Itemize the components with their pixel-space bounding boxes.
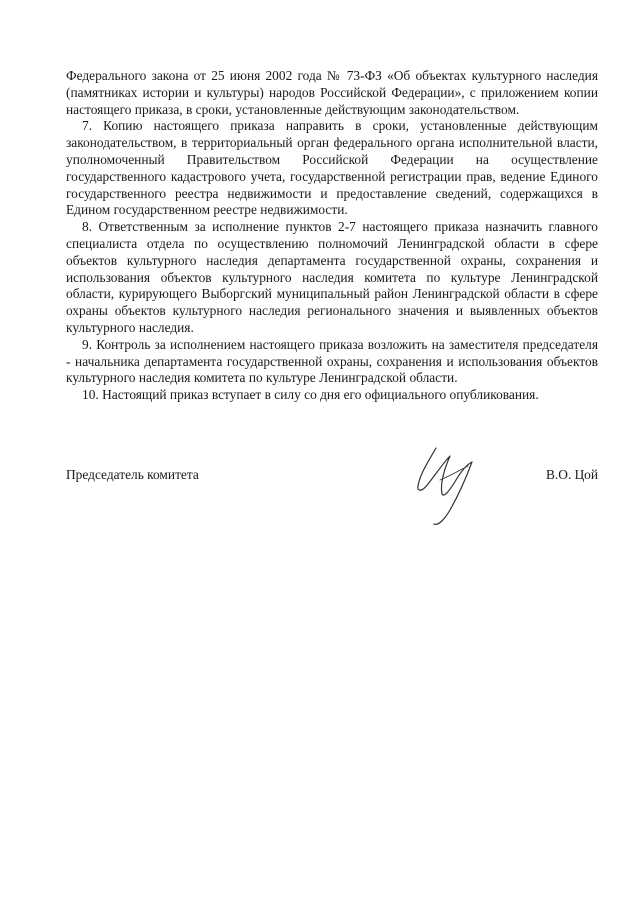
signer-title: Председатель комитета [66, 467, 199, 482]
paragraph-7: 7. Копию настоящего приказа направить в сроки, установленные действующим законодательством, в территориальный орган федерального органа исполнительной власти, уполномоченный Правительством Российской Федерации на осуществление государственного кадастрового учета, государственной регистрации прав, ведение Единого государственного реестра недвижимости и предоставление сведений, содержащихся в Едином государственном реестре недвижимости. [66, 118, 598, 218]
paragraph-9: 9. Контроль за исполнением настоящего приказа возложить на заместителя председателя - начальника департамента государственной охраны, сохранения и использования объектов культурного наследия комитета по культуре Ленинградской области. [66, 336, 598, 386]
handwritten-signature [410, 440, 490, 530]
paragraph-10: 10. Настоящий приказ вступает в силу со дня его официального опубликования. [82, 387, 539, 403]
paragraph-6-continuation: Федерального закона от 25 июня 2002 года № 73-ФЗ «Об объектах культурного наследия (памятниках истории и культуры) народов Российской Федерации», с приложением копии настоящего приказа, в сроки, установленные действующим законодательством. [66, 68, 598, 117]
signature-block [66, 467, 598, 487]
paragraph-8: 8. Ответственным за исполнение пунктов 2-7 настоящего приказа назначить главного специалиста отдела по осуществлению полномочий Ленинградской области в сфере объектов культурного наследия департамента государственной охраны, сохранения и использования объектов культурного наследия комитета по культуре Ленинградской области, курирующего Выборгский муниципальный район Ленинградской области в сфере охраны объектов культурного наследия регионального значения и выявленных объектов культурного наследия. [66, 219, 598, 335]
document-body [66, 68, 598, 404]
signer-name: В.О. Цой [546, 467, 598, 482]
